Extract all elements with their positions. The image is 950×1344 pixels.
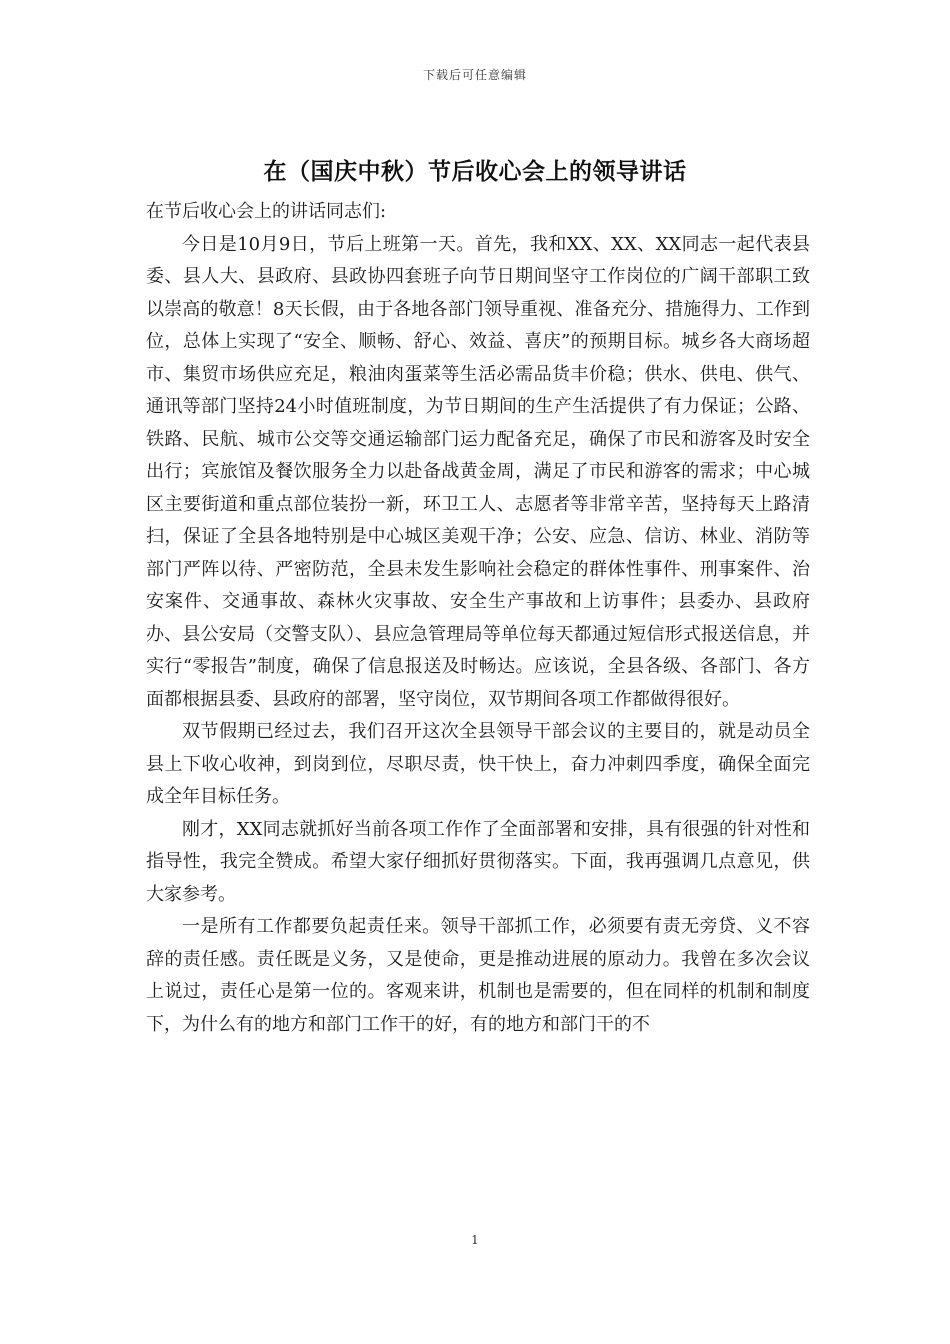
paragraph-3: 刚才，XX同志就抓好当前各项工作作了全面部署和安排，具有很强的针对性和指导性，我完全赞成。希望大家仔细抓好贯彻落实。下面，我再强调几点意见，供大家参考。 (146, 818, 810, 905)
paragraph-1: 今日是10月9日，节后上班第一天。首先，我和XX、XX、XX同志一起代表县委、县人大、县政府、县政协四套班子向节日期间坚守工作岗位的广阔干部职工致以崇高的敬意！8天长假，由于各地各部门领导重视、准备充分、措施得力、工作到位，总体上实现了“安全、顺畅、舒心、效益、喜庆”的预期目标。城乡各大商场超市、集贸市场供应充足，粮油肉蛋菜等生活必需品货丰价稳；供水、供电、供气、通讯等部门坚持24小时值班制度，为节日期间的生产生活提供了有力保证；公路、铁路、民航、城市公交等交通运输部门运力配备充足，确保了市民和游客及时安全出行；宾旅馆及餐饮服务全力以赴备战黄金周，满足了市民和游客的需求；中心城区主要街道和重点部位装扮一新，环卫工人、志愿者等非常辛苦，坚持每天上路清扫，保证了全县各地特别是中心城区美观干净；公安、应急、信访、林业、消防等部门严阵以待、严密防范，全县未发生影响社会稳定的群体性事件、刑事案件、治安案件、交通事故、森林火灾事故、安全生产事故和上访事件；县委办、县政府办、县公安局（交警支队）、县应急管理局等单位每天都通过短信形式报送信息，并实行“零报告”制度，确保了信息报送及时畅达。应该说，全县各级、各部门、各方面都根据县委、县政府的部署，坚守岗位，双节期间各项工作都做得很好。 (146, 233, 810, 710)
paragraph-2: 双节假期已经过去，我们召开这次全县领导干部会议的主要目的，就是动员全县上下收心收神，到岗到位，尽职尽责，快干快上，奋力冲刺四季度，确保全面完成全年目标任务。 (146, 721, 810, 807)
page-number: 1 (471, 1233, 479, 1247)
document-body (146, 196, 810, 1041)
header-note: 下载后可任意编辑 (422, 68, 527, 82)
document-title: 在（国庆中秋）节后收心会上的领导讲话 (263, 159, 687, 185)
paragraph-4: 一是所有工作都要负起责任来。领导干部抓工作，必须要有责无旁贷、义不容辞的责任感。责任既是义务，又是使命，更是推动进展的原动力。我曾在多次会议上说过，责任心是第一位的。客观来讲，机制也是需要的，但在同样的机制和制度下，为什么有的地方和部门工作干的好，有的地方和部门干的不 (146, 916, 810, 1035)
salutation: 在节后收心会上的讲话同志们: (146, 201, 387, 222)
